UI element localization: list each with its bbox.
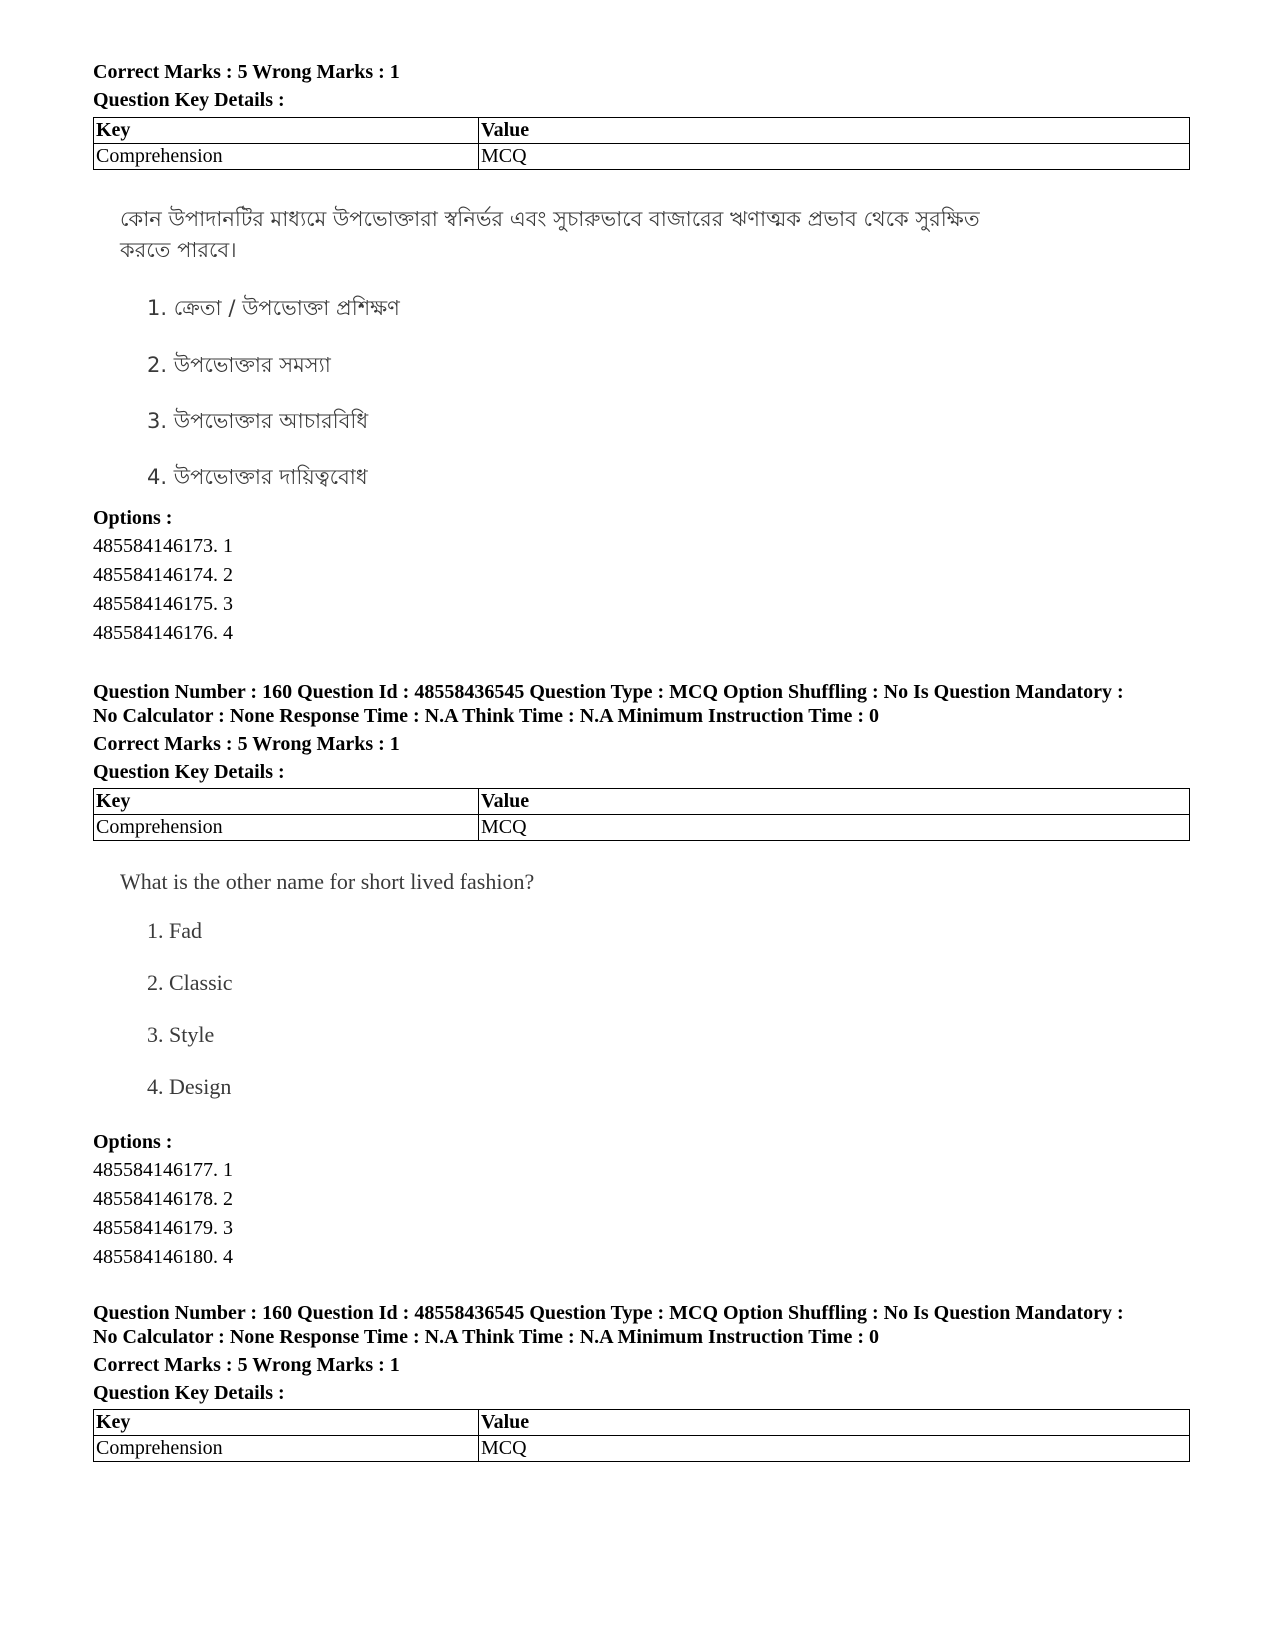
option-item: 485584146176. 4 — [93, 622, 233, 644]
question-choice: 2. উপভোক্তার সমস্যা — [147, 353, 331, 377]
marks-line: Correct Marks : 5 Wrong Marks : 1 — [93, 61, 400, 83]
question-text-line: করতে পারবে। — [120, 238, 237, 262]
table-cell-value: MCQ — [479, 144, 1190, 170]
table-header-key: Key — [94, 1410, 479, 1436]
key-details-label: Question Key Details : — [93, 1382, 285, 1404]
option-item: 485584146180. 4 — [93, 1246, 233, 1268]
table-header-row — [94, 789, 1190, 815]
question-header-line: No Calculator : None Response Time : N.A Think Time : N.A Minimum Instruction Time : 0 — [93, 1326, 879, 1348]
table-header-value: Value — [479, 118, 1190, 144]
question-header-line: Question Number : 160 Question Id : 48558436545 Question Type : MCQ Option Shuffling : No Is Question Mandatory : — [93, 1302, 1124, 1324]
question-image — [120, 866, 535, 1099]
question-choice: 2. Classic — [147, 970, 233, 995]
table-header-key: Key — [94, 789, 479, 815]
table-header-row — [94, 1410, 1190, 1436]
question-choice: 4. উপভোক্তার দায়িত্ববোধ — [147, 465, 368, 489]
option-item: 485584146173. 1 — [93, 535, 233, 557]
table-row — [94, 144, 1190, 170]
table-header-row — [94, 118, 1190, 144]
table-cell-key: Comprehension — [94, 1436, 479, 1462]
option-item: 485584146178. 2 — [93, 1188, 233, 1210]
marks-line: Correct Marks : 5 Wrong Marks : 1 — [93, 1354, 400, 1376]
options-list — [93, 532, 233, 648]
table-header-key: Key — [94, 118, 479, 144]
question-image — [120, 204, 980, 489]
question-choice: 1. Fad — [147, 918, 202, 943]
table-cell-value: MCQ — [479, 1436, 1190, 1462]
key-details-label: Question Key Details : — [93, 89, 285, 111]
table-cell-key: Comprehension — [94, 144, 479, 170]
options-label: Options : — [93, 507, 173, 529]
table-row — [94, 1436, 1190, 1462]
question-header-line: No Calculator : None Response Time : N.A Think Time : N.A Minimum Instruction Time : 0 — [93, 705, 879, 727]
table-row — [94, 815, 1190, 841]
option-item: 485584146179. 3 — [93, 1217, 233, 1239]
marks-line: Correct Marks : 5 Wrong Marks : 1 — [93, 733, 400, 755]
question-text-line: কোন উপাদানটির মাধ্যমে উপভোক্তারা স্বনির্ভর এবং সুচারুভাবে বাজারের ঋণাত্মক প্রভাব থেকে সুরক্ষিত — [120, 207, 980, 231]
option-item: 485584146175. 3 — [93, 593, 233, 615]
question-choice: 3. Style — [147, 1022, 215, 1047]
question-choice: 1. ক্রেতা / উপভোক্তা প্রশিক্ষণ — [147, 296, 400, 320]
question-choice: 4. Design — [147, 1074, 232, 1099]
table-header-value: Value — [479, 789, 1190, 815]
table-cell-key: Comprehension — [94, 815, 479, 841]
options-label: Options : — [93, 1131, 173, 1153]
question-header-line: Question Number : 160 Question Id : 48558436545 Question Type : MCQ Option Shuffling : No Is Question Mandatory : — [93, 681, 1124, 703]
key-details-label: Question Key Details : — [93, 761, 285, 783]
table-header-value: Value — [479, 1410, 1190, 1436]
question-choice: 3. উপভোক্তার আচারবিধি — [147, 409, 369, 433]
key-details-table — [93, 1409, 1190, 1462]
option-item: 485584146174. 2 — [93, 564, 233, 586]
table-cell-value: MCQ — [479, 815, 1190, 841]
option-item: 485584146177. 1 — [93, 1159, 233, 1181]
key-details-table — [93, 117, 1190, 170]
key-details-table — [93, 788, 1190, 841]
question-text: What is the other name for short lived fashion? — [120, 869, 535, 894]
options-list — [93, 1156, 233, 1272]
